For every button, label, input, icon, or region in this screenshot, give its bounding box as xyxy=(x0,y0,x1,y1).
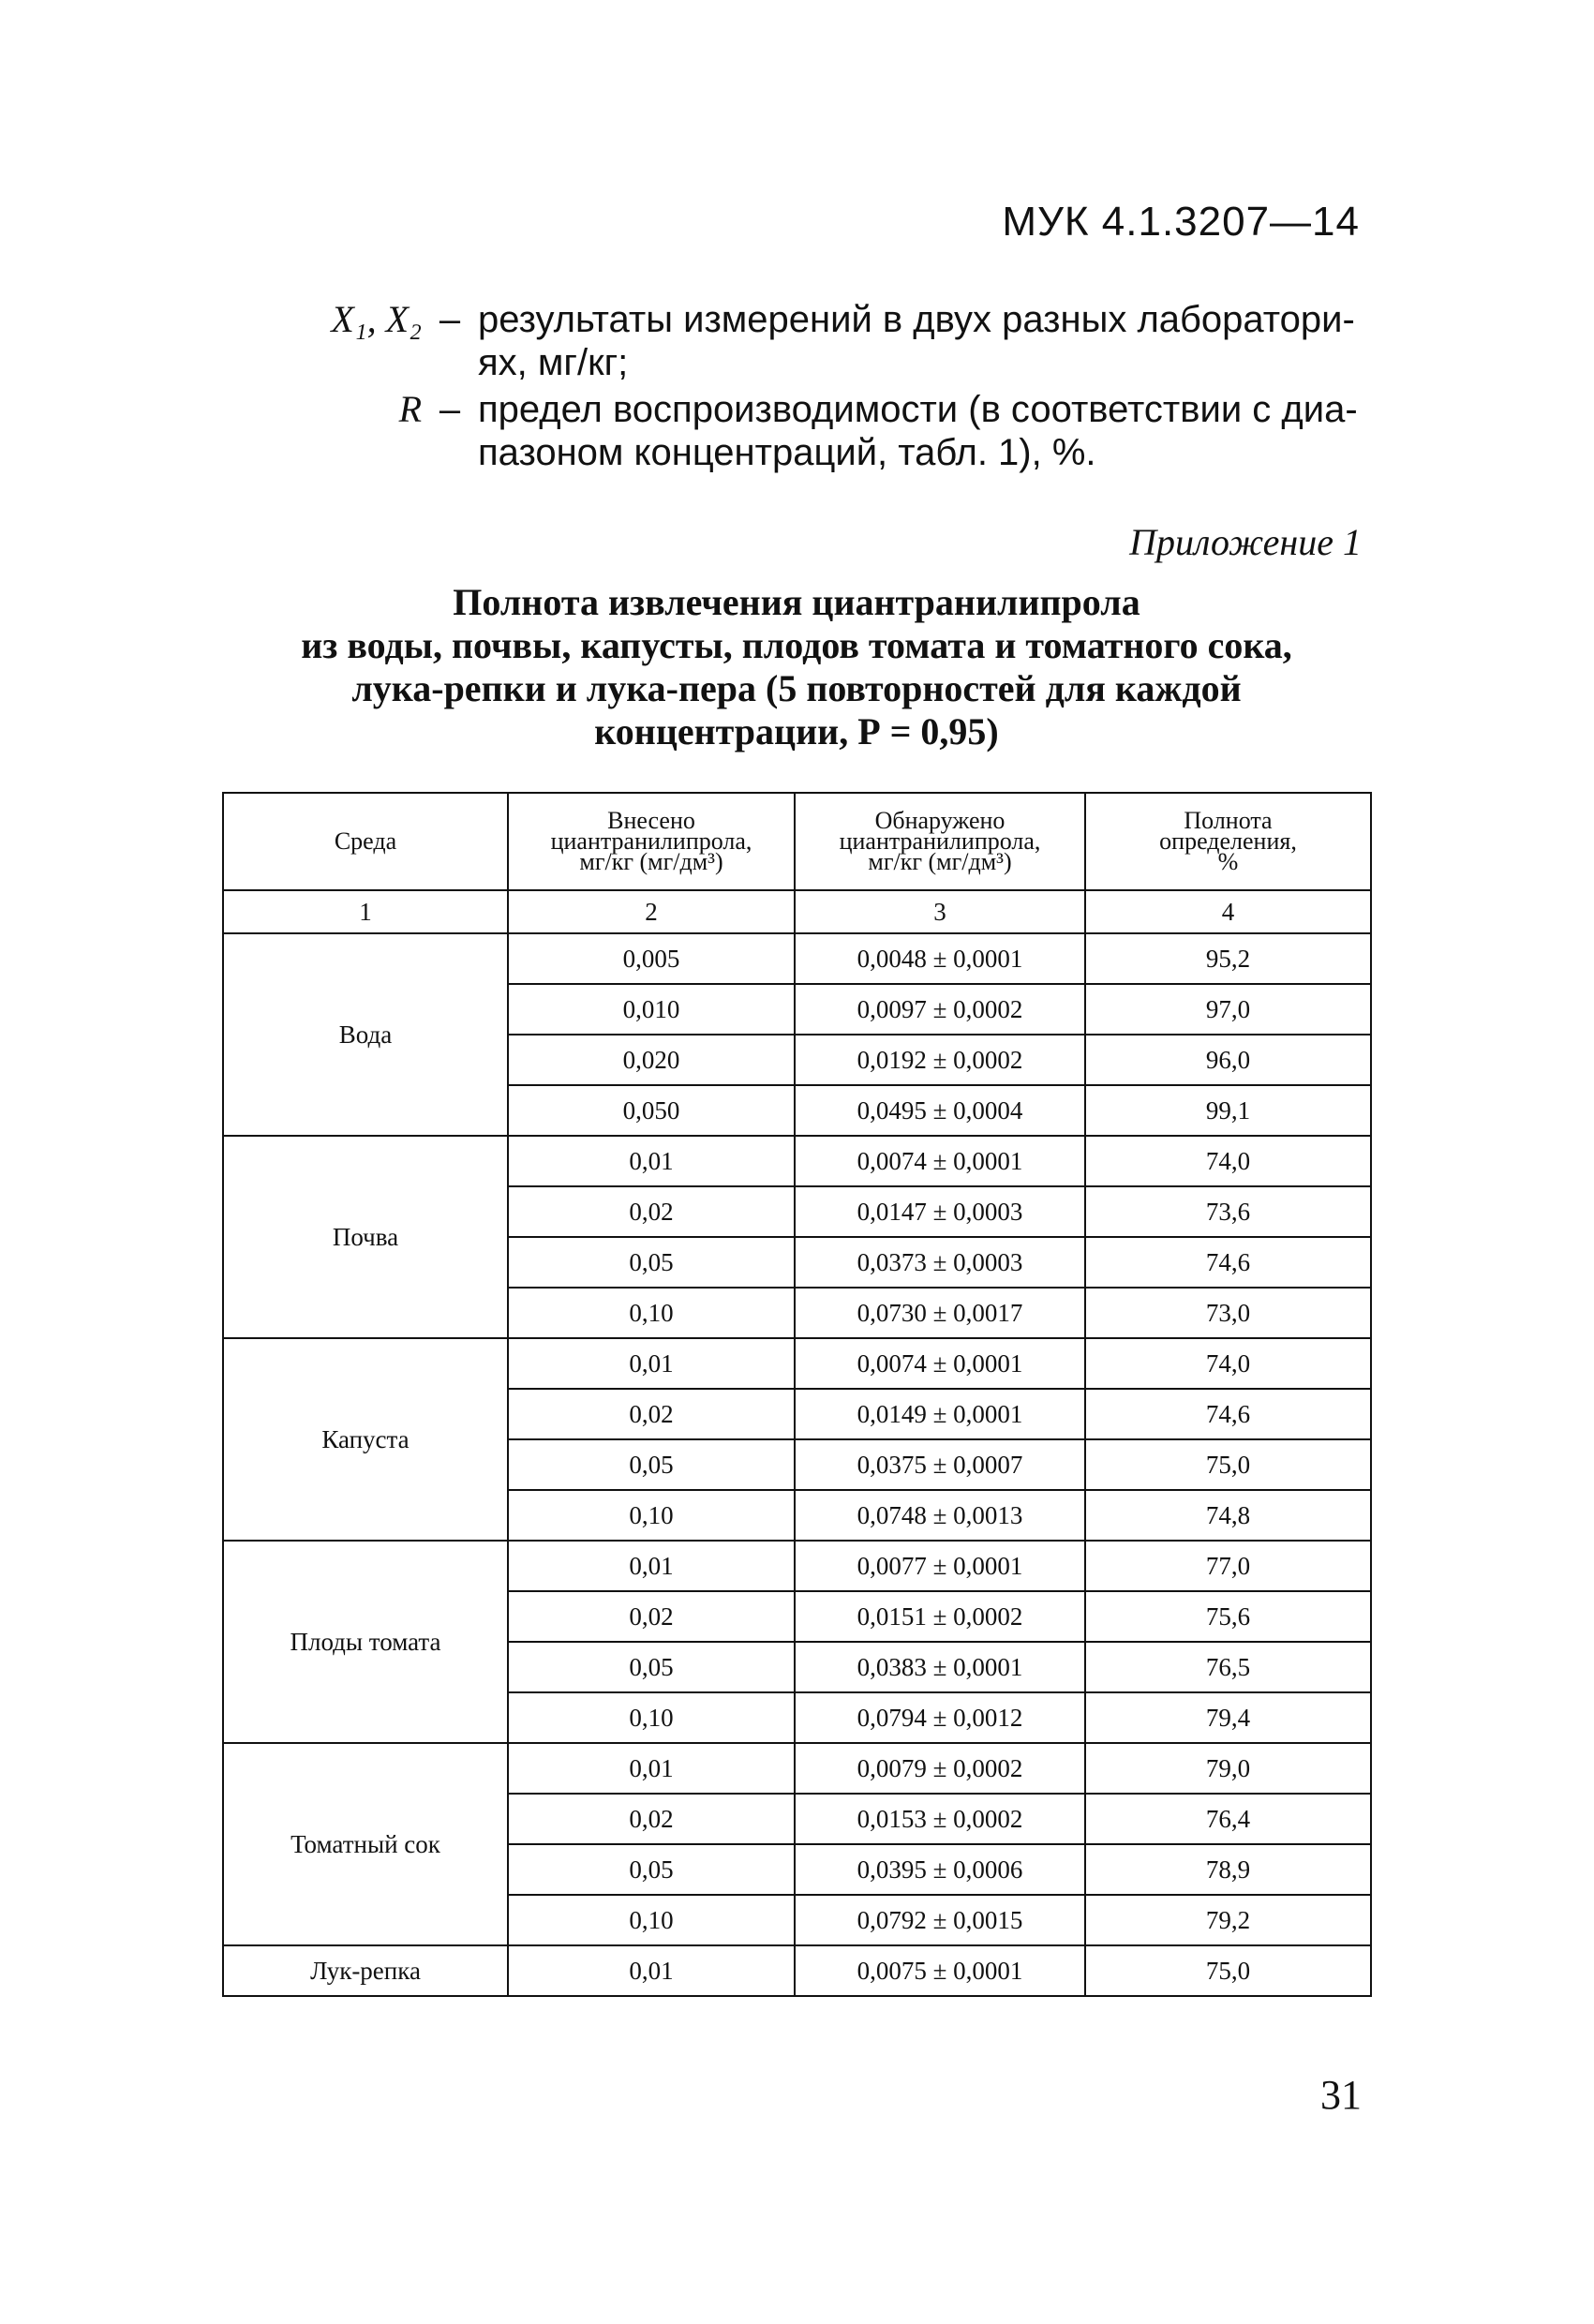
found-cell: 0,0383 ± 0,0001 xyxy=(795,1642,1085,1692)
definition-line: пазоном концентраций, табл. 1), %. xyxy=(478,432,1096,473)
recovery-cell: 75,6 xyxy=(1085,1591,1371,1642)
header-line: Обнаружено xyxy=(874,807,1006,834)
added-cell: 0,010 xyxy=(508,984,795,1035)
found-cell: 0,0153 ± 0,0002 xyxy=(795,1794,1085,1844)
recovery-cell: 74,0 xyxy=(1085,1136,1371,1186)
header-found xyxy=(795,793,1085,890)
table-row xyxy=(223,1743,1371,1794)
added-cell: 0,01 xyxy=(508,1743,795,1794)
header-added xyxy=(508,793,795,890)
definition-r xyxy=(300,388,1368,474)
found-cell: 0,0048 ± 0,0001 xyxy=(795,933,1085,984)
recovery-cell: 73,6 xyxy=(1085,1186,1371,1237)
added-cell: 0,020 xyxy=(508,1035,795,1085)
title-line: из воды, почвы, капусты, плодов томата и томатного сока, xyxy=(301,624,1292,666)
definition-text xyxy=(478,298,1368,384)
column-number-row xyxy=(223,890,1371,933)
added-cell: 0,01 xyxy=(508,1541,795,1591)
definition-symbol: X₁, X₂ xyxy=(331,298,422,340)
title-line: лука-репки и лука-пера (5 повторностей для каждой xyxy=(351,667,1242,709)
added-cell: 0,10 xyxy=(508,1692,795,1743)
header-medium xyxy=(223,793,508,890)
header-line: определения, xyxy=(1159,827,1297,855)
medium-cell: Лук-репка xyxy=(223,1945,508,1996)
added-cell: 0,05 xyxy=(508,1237,795,1288)
found-cell: 0,0151 ± 0,0002 xyxy=(795,1591,1085,1642)
found-cell: 0,0375 ± 0,0007 xyxy=(795,1439,1085,1490)
header-line: Полнота xyxy=(1184,807,1273,834)
recovery-cell: 76,4 xyxy=(1085,1794,1371,1844)
found-cell: 0,0077 ± 0,0001 xyxy=(795,1541,1085,1591)
recovery-cell: 75,0 xyxy=(1085,1945,1371,1996)
found-cell: 0,0097 ± 0,0002 xyxy=(795,984,1085,1035)
column-number: 3 xyxy=(795,890,1085,933)
found-cell: 0,0192 ± 0,0002 xyxy=(795,1035,1085,1085)
found-cell: 0,0794 ± 0,0012 xyxy=(795,1692,1085,1743)
recovery-cell: 78,9 xyxy=(1085,1844,1371,1895)
table-row xyxy=(223,1541,1371,1591)
found-cell: 0,0395 ± 0,0006 xyxy=(795,1844,1085,1895)
recovery-cell: 74,0 xyxy=(1085,1338,1371,1389)
added-cell: 0,05 xyxy=(508,1439,795,1490)
recovery-cell: 75,0 xyxy=(1085,1439,1371,1490)
medium-cell: Почва xyxy=(223,1136,508,1338)
found-cell: 0,0149 ± 0,0001 xyxy=(795,1389,1085,1439)
found-cell: 0,0147 ± 0,0003 xyxy=(795,1186,1085,1237)
found-cell: 0,0075 ± 0,0001 xyxy=(795,1945,1085,1996)
medium-cell: Томатный сок xyxy=(223,1743,508,1945)
header-line: циантранилипрола, xyxy=(550,827,752,855)
definition-line: результаты измерений в двух разных лаборатори- xyxy=(478,299,1355,340)
header-recovery xyxy=(1085,793,1371,890)
header-row xyxy=(223,793,1371,890)
added-cell: 0,050 xyxy=(508,1085,795,1136)
medium-cell: Капуста xyxy=(223,1338,508,1541)
header-line: Внесено xyxy=(607,807,695,834)
definitions-list xyxy=(300,298,1368,478)
added-cell: 0,005 xyxy=(508,933,795,984)
recovery-cell: 96,0 xyxy=(1085,1035,1371,1085)
column-number: 4 xyxy=(1085,890,1371,933)
added-cell: 0,01 xyxy=(508,1136,795,1186)
definition-line: предел воспроизводимости (в соответствии с диа- xyxy=(478,389,1358,430)
table-row xyxy=(223,933,1371,984)
appendix-label: Приложение 1 xyxy=(1129,521,1362,563)
recovery-cell: 79,0 xyxy=(1085,1743,1371,1794)
added-cell: 0,10 xyxy=(508,1288,795,1338)
added-cell: 0,10 xyxy=(508,1895,795,1945)
definition-x1-x2 xyxy=(300,298,1368,384)
added-cell: 0,02 xyxy=(508,1389,795,1439)
recovery-cell: 77,0 xyxy=(1085,1541,1371,1591)
recovery-cell: 74,6 xyxy=(1085,1389,1371,1439)
found-cell: 0,0079 ± 0,0002 xyxy=(795,1743,1085,1794)
definition-line: ях, мг/кг; xyxy=(478,342,629,383)
recovery-cell: 73,0 xyxy=(1085,1288,1371,1338)
recovery-cell: 95,2 xyxy=(1085,933,1371,984)
added-cell: 0,05 xyxy=(508,1642,795,1692)
medium-cell: Плоды томата xyxy=(223,1541,508,1743)
recovery-cell: 99,1 xyxy=(1085,1085,1371,1136)
title-line: Полнота извлечения циантранилипрола xyxy=(453,581,1140,623)
recovery-cell: 79,2 xyxy=(1085,1895,1371,1945)
column-number: 2 xyxy=(508,890,795,933)
recovery-cell: 74,8 xyxy=(1085,1490,1371,1541)
header-line: Среда xyxy=(334,827,397,855)
title-line: концентрации, Р = 0,95) xyxy=(594,710,999,752)
table-row xyxy=(223,1338,1371,1389)
recovery-cell: 79,4 xyxy=(1085,1692,1371,1743)
recovery-cell: 74,6 xyxy=(1085,1237,1371,1288)
added-cell: 0,02 xyxy=(508,1794,795,1844)
recovery-table xyxy=(222,792,1372,1997)
added-cell: 0,02 xyxy=(508,1591,795,1642)
recovery-cell: 97,0 xyxy=(1085,984,1371,1035)
header-line: мг/кг (мг/дм³) xyxy=(579,848,723,875)
added-cell: 0,01 xyxy=(508,1945,795,1996)
found-cell: 0,0373 ± 0,0003 xyxy=(795,1237,1085,1288)
added-cell: 0,01 xyxy=(508,1338,795,1389)
medium-cell: Вода xyxy=(223,933,508,1136)
found-cell: 0,0792 ± 0,0015 xyxy=(795,1895,1085,1945)
definition-dash: – xyxy=(439,389,461,430)
added-cell: 0,10 xyxy=(508,1490,795,1541)
header-line: циантранилипрола, xyxy=(839,827,1041,855)
found-cell: 0,0495 ± 0,0004 xyxy=(795,1085,1085,1136)
column-number: 1 xyxy=(223,890,508,933)
found-cell: 0,0074 ± 0,0001 xyxy=(795,1136,1085,1186)
header-line: % xyxy=(1217,848,1239,875)
definition-text xyxy=(478,388,1368,474)
header-line: мг/кг (мг/дм³) xyxy=(868,848,1012,875)
definition-symbol: R xyxy=(398,388,422,430)
page-number: 31 xyxy=(1320,2072,1362,2118)
table-title xyxy=(225,581,1368,753)
found-cell: 0,0730 ± 0,0017 xyxy=(795,1288,1085,1338)
found-cell: 0,0074 ± 0,0001 xyxy=(795,1338,1085,1389)
definition-dash: – xyxy=(439,299,461,340)
found-cell: 0,0748 ± 0,0013 xyxy=(795,1490,1085,1541)
added-cell: 0,05 xyxy=(508,1844,795,1895)
added-cell: 0,02 xyxy=(508,1186,795,1237)
table-row xyxy=(223,1136,1371,1186)
table-row xyxy=(223,1945,1371,1996)
recovery-cell: 76,5 xyxy=(1085,1642,1371,1692)
document-code: МУК 4.1.3207—14 xyxy=(1002,199,1360,245)
